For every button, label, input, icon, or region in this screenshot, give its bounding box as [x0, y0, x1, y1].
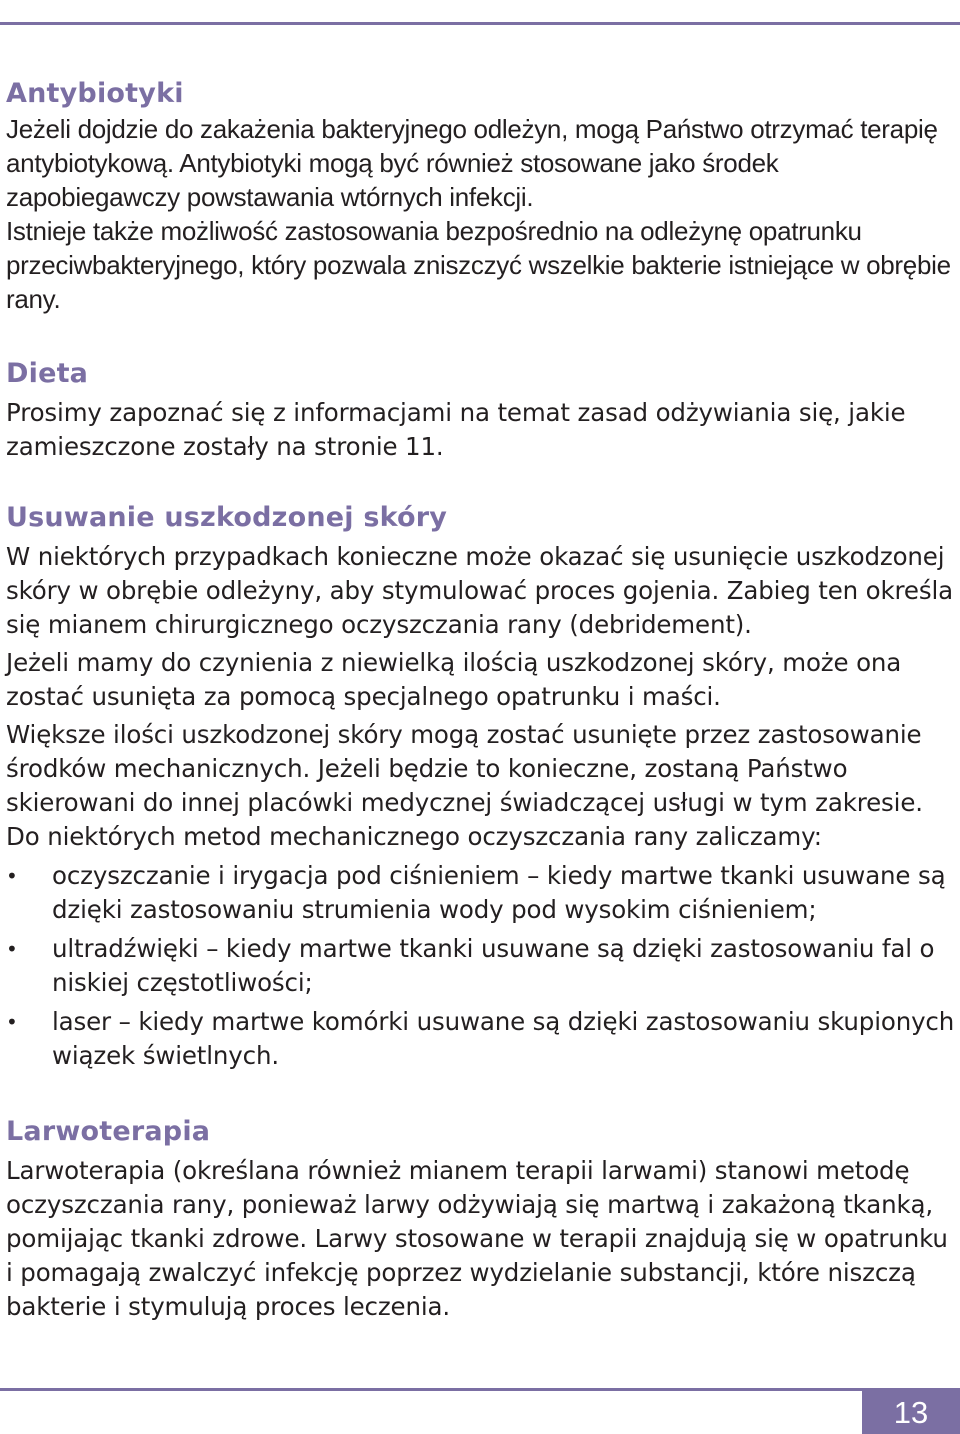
- bullet-icon: •: [6, 864, 18, 888]
- paragraph-antybiotyki-2: Istnieje także możliwość zastosowania bezpośrednio na odleżynę opatrunku przeciwbakteryjnego, który pozwala zniszczyć wszelkie bakterie istniejące w obrębie rany.: [6, 216, 951, 314]
- debridement-methods-list: [6, 859, 956, 1073]
- paragraph-dieta-1: Prosimy zapoznać się z informacjami na temat zasad odżywiania się, jakie zamieszczone zostały na stronie 11.: [6, 398, 906, 461]
- heading-dieta: Dieta: [6, 358, 89, 389]
- bullet-icon: •: [6, 937, 18, 961]
- paragraph-usuwanie-3: Większe ilości uszkodzonej skóry mogą zostać usunięte przez zastosowanie środków mechanicznych. Jeżeli będzie to konieczne, zostaną Państwo skierowani do innej placówki medycznej świadczącej usługi w tym zakresie. Do niektórych metod mechanicznego oczyszczania rany zaliczamy:: [6, 720, 923, 851]
- bullet-icon: •: [6, 1010, 18, 1034]
- heading-usuwanie-skory: Usuwanie uszkodzonej skóry: [6, 502, 448, 533]
- list-item-text: laser – kiedy martwe komórki usuwane są dzięki zastosowaniu skupionych wiązek świetlnych.: [52, 1007, 955, 1070]
- paragraph-usuwanie-1: W niektórych przypadkach konieczne może okazać się usunięcie uszkodzonej skóry w obrębie odleżyny, aby stymulować proces gojenia. Zabieg ten określa się mianem chirurgicznego oczyszczania rany (debridement).: [6, 542, 953, 639]
- list-item-text: ultradźwięki – kiedy martwe tkanki usuwane są dzięki zastosowaniu fal o niskiej częstotliwości;: [52, 934, 935, 997]
- page-content: [6, 76, 956, 1324]
- paragraph-larwoterapia-1: Larwoterapia (określana również mianem terapii larwami) stanowi metodę oczyszczania rany, ponieważ larwy odżywiają się martwą i zakażoną tkanką, pomijając tkanki zdrowe. Larwy stosowane w terapii znajdują się w opatrunku i pomagają zwalczyć infekcję poprzez wydzielanie substancji, które niszczą bakterie i stymulują proces leczenia.: [6, 1156, 948, 1321]
- list-item: [6, 859, 956, 927]
- paragraph-usuwanie-2: Jeżeli mamy do czynienia z niewielką ilością uszkodzonej skóry, może ona zostać usunięta za pomocą specjalnego opatrunku i maści.: [6, 648, 902, 711]
- paragraph-antybiotyki-1: Jeżeli dojdzie do zakażenia bakteryjnego odleżyn, mogą Państwo otrzymać terapię antybiotykową. Antybiotyki mogą być również stosowane jako środek zapobiegawczy powstawania wtórnych infekcji.: [6, 114, 938, 212]
- list-item: [6, 932, 956, 1000]
- list-item: [6, 1005, 956, 1073]
- list-item-text: oczyszczanie i irygacja pod ciśnieniem – kiedy martwe tkanki usuwane są dzięki zastosowaniu strumienia wody pod wysokim ciśnieniem;: [52, 861, 946, 924]
- top-divider: [0, 22, 960, 25]
- bottom-divider: [0, 1388, 960, 1391]
- heading-larwoterapia: Larwoterapia: [6, 1116, 211, 1147]
- heading-antybiotyki: Antybiotyki: [6, 78, 184, 109]
- page-number: 13: [862, 1391, 960, 1434]
